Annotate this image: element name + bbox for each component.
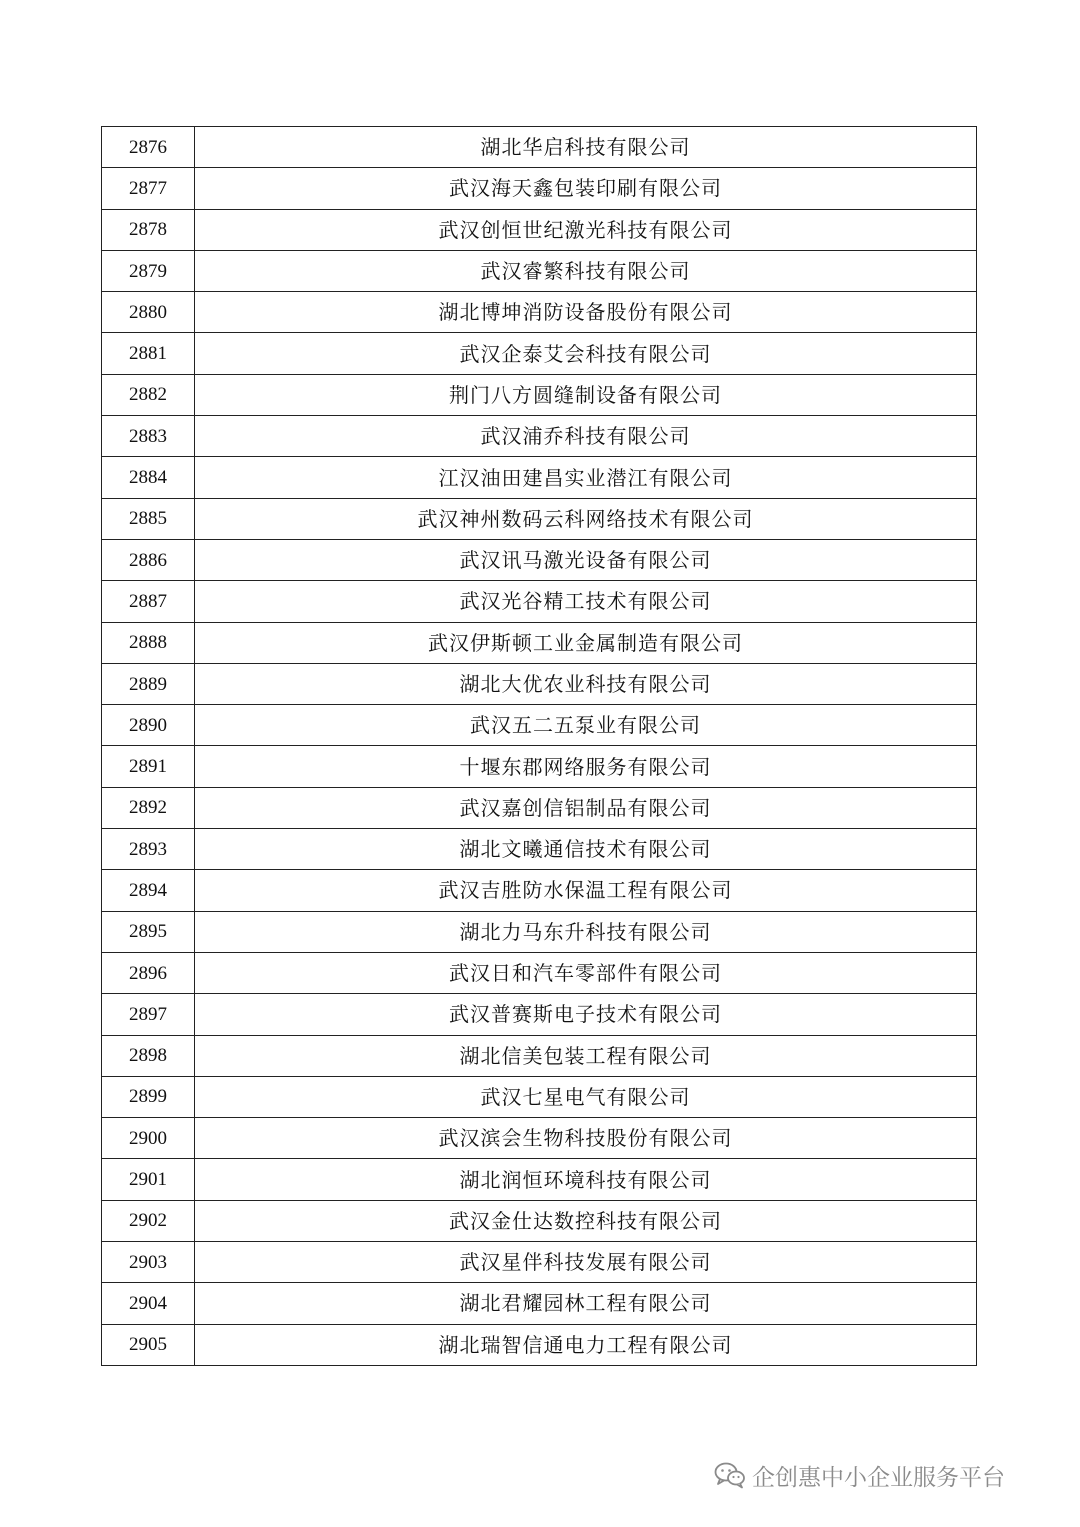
company-name: 武汉七星电气有限公司 <box>195 1076 977 1117</box>
table-row <box>102 416 977 457</box>
table-row <box>102 870 977 911</box>
table-row <box>102 1076 977 1117</box>
table-row <box>102 952 977 993</box>
table-row <box>102 787 977 828</box>
table-row <box>102 994 977 1035</box>
company-name: 武汉睿繁科技有限公司 <box>195 250 977 291</box>
row-number: 2881 <box>102 333 195 374</box>
company-name: 湖北君耀园林工程有限公司 <box>195 1283 977 1324</box>
company-list-table-container <box>101 126 977 1366</box>
company-name: 武汉讯马激光设备有限公司 <box>195 539 977 580</box>
wechat-icon <box>714 1461 746 1489</box>
company-name: 武汉光谷精工技术有限公司 <box>195 581 977 622</box>
row-number: 2902 <box>102 1200 195 1241</box>
company-name: 湖北瑞智信通电力工程有限公司 <box>195 1324 977 1365</box>
row-number: 2890 <box>102 705 195 746</box>
table-row <box>102 457 977 498</box>
company-name: 荆门八方圆缝制设备有限公司 <box>195 374 977 415</box>
company-list-table <box>101 126 977 1366</box>
row-number: 2885 <box>102 498 195 539</box>
company-name: 十堰东郡网络服务有限公司 <box>195 746 977 787</box>
table-row <box>102 1283 977 1324</box>
row-number: 2899 <box>102 1076 195 1117</box>
row-number: 2889 <box>102 663 195 704</box>
row-number: 2892 <box>102 787 195 828</box>
table-row <box>102 1242 977 1283</box>
table-row <box>102 374 977 415</box>
row-number: 2882 <box>102 374 195 415</box>
row-number: 2894 <box>102 870 195 911</box>
company-name: 湖北润恒环境科技有限公司 <box>195 1159 977 1200</box>
table-row <box>102 1035 977 1076</box>
watermark <box>714 1460 1005 1490</box>
table-row <box>102 168 977 209</box>
company-name: 武汉海天鑫包装印刷有限公司 <box>195 168 977 209</box>
row-number: 2905 <box>102 1324 195 1365</box>
row-number: 2888 <box>102 622 195 663</box>
table-row <box>102 250 977 291</box>
table-row <box>102 127 977 168</box>
company-name: 武汉五二五泵业有限公司 <box>195 705 977 746</box>
table-row <box>102 1324 977 1365</box>
company-name: 武汉滨会生物科技股份有限公司 <box>195 1118 977 1159</box>
company-name: 湖北文曦通信技术有限公司 <box>195 829 977 870</box>
row-number: 2880 <box>102 292 195 333</box>
company-list-body <box>102 127 977 1366</box>
table-row <box>102 1159 977 1200</box>
table-row <box>102 1118 977 1159</box>
company-name: 江汉油田建昌实业潜江有限公司 <box>195 457 977 498</box>
row-number: 2886 <box>102 539 195 580</box>
row-number: 2900 <box>102 1118 195 1159</box>
company-name: 武汉金仕达数控科技有限公司 <box>195 1200 977 1241</box>
company-name: 湖北大优农业科技有限公司 <box>195 663 977 704</box>
company-name: 武汉浦乔科技有限公司 <box>195 416 977 457</box>
table-row <box>102 209 977 250</box>
table-row <box>102 292 977 333</box>
company-name: 武汉吉胜防水保温工程有限公司 <box>195 870 977 911</box>
company-name: 武汉企泰艾会科技有限公司 <box>195 333 977 374</box>
company-name: 武汉日和汽车零部件有限公司 <box>195 952 977 993</box>
row-number: 2895 <box>102 911 195 952</box>
row-number: 2877 <box>102 168 195 209</box>
table-row <box>102 663 977 704</box>
table-row <box>102 705 977 746</box>
row-number: 2904 <box>102 1283 195 1324</box>
row-number: 2887 <box>102 581 195 622</box>
row-number: 2896 <box>102 952 195 993</box>
company-name: 湖北博坤消防设备股份有限公司 <box>195 292 977 333</box>
company-name: 湖北华启科技有限公司 <box>195 127 977 168</box>
row-number: 2897 <box>102 994 195 1035</box>
company-name: 武汉普赛斯电子技术有限公司 <box>195 994 977 1035</box>
company-name: 湖北信美包装工程有限公司 <box>195 1035 977 1076</box>
row-number: 2879 <box>102 250 195 291</box>
table-row <box>102 539 977 580</box>
table-row <box>102 746 977 787</box>
row-number: 2883 <box>102 416 195 457</box>
company-name: 武汉星伴科技发展有限公司 <box>195 1242 977 1283</box>
row-number: 2876 <box>102 127 195 168</box>
watermark-text: 企创惠中小企业服务平台 <box>752 1464 1005 1491</box>
table-row <box>102 622 977 663</box>
company-name: 武汉伊斯顿工业金属制造有限公司 <box>195 622 977 663</box>
table-row <box>102 829 977 870</box>
table-row <box>102 333 977 374</box>
row-number: 2898 <box>102 1035 195 1076</box>
company-name: 武汉神州数码云科网络技术有限公司 <box>195 498 977 539</box>
row-number: 2893 <box>102 829 195 870</box>
row-number: 2901 <box>102 1159 195 1200</box>
table-row <box>102 498 977 539</box>
table-row <box>102 1200 977 1241</box>
table-row <box>102 911 977 952</box>
table-row <box>102 581 977 622</box>
company-name: 武汉嘉创信铝制品有限公司 <box>195 787 977 828</box>
company-name: 湖北力马东升科技有限公司 <box>195 911 977 952</box>
row-number: 2878 <box>102 209 195 250</box>
row-number: 2903 <box>102 1242 195 1283</box>
row-number: 2884 <box>102 457 195 498</box>
row-number: 2891 <box>102 746 195 787</box>
company-name: 武汉创恒世纪激光科技有限公司 <box>195 209 977 250</box>
